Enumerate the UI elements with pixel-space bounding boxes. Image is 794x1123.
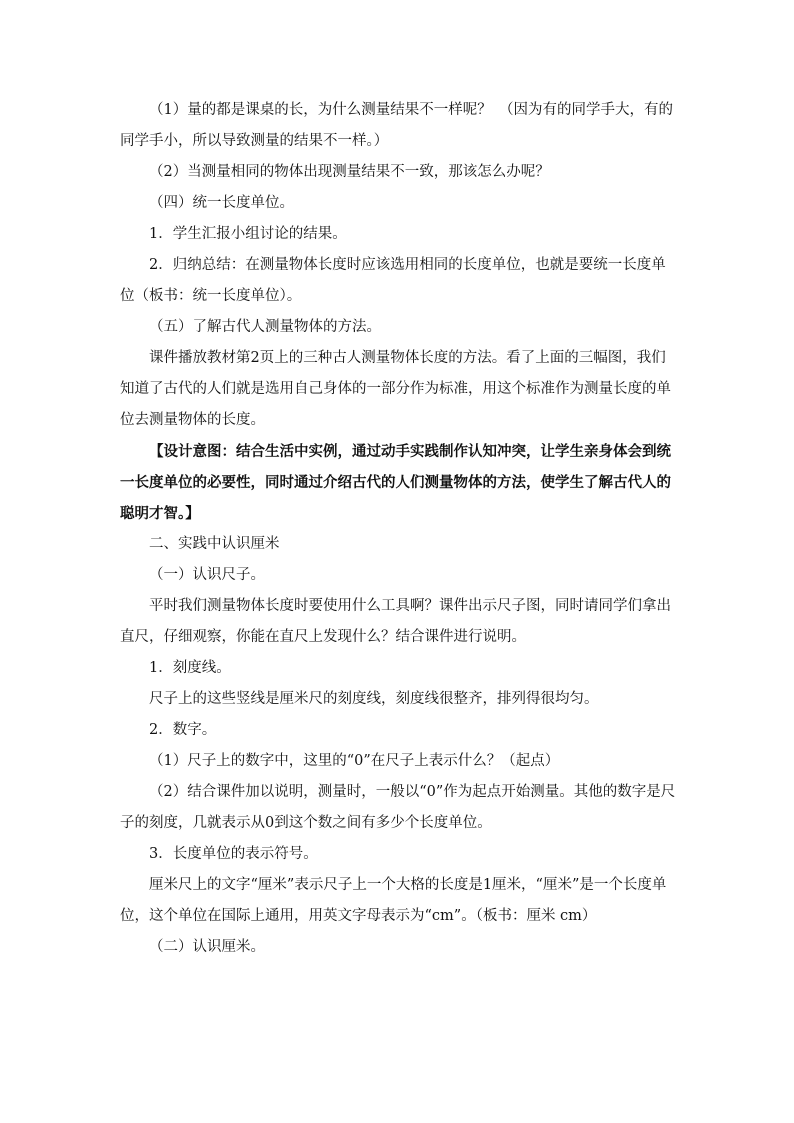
document-body	[120, 95, 676, 963]
paragraph-numbers-title: 2．数字。	[149, 722, 217, 738]
paragraph-numbers-2: （2）结合课件加以说明，测量时，一般以“0”作为起点开始测量。其他的数字是尺子的刻度，几就表示从0到这个数之间有多少个长度单位。	[120, 784, 676, 831]
paragraph-tick-marks: 尺子上的这些竖线是厘米尺的刻度线，刻度线很整齐，排列得很均匀。	[149, 691, 599, 707]
paragraph-ancient-methods: 课件播放教材第2页上的三种古人测量物体长度的方法。看了上面的三幅图，我们知道了古代的人们就是选用自己身体的一部分作为标准，用这个标准作为测量长度的单位去测量物体的长度。	[120, 350, 671, 428]
paragraph-step-1: 1．学生汇报小组讨论的结果。	[149, 226, 347, 242]
paragraph-design-intent: 【设计意图：结合生活中实例，通过动手实践制作认知冲突，让学生亲身体会到统一长度单位的必要性，同时通过介绍古代的人们测量物体的方法，使学生了解古代人的聪明才智。】	[120, 443, 671, 522]
paragraph-ruler-intro: 平时我们测量物体长度时要使用什么工具啊？课件出示尺子图，同时请同学们拿出直尺，仔细观察，你能在直尺上发现什么？结合课件进行说明。	[120, 598, 671, 645]
paragraph-numbers-1: （1）尺子上的数字中，这里的“0”在尺子上表示什么？（起点）	[149, 753, 560, 769]
paragraph-unit-symbol: 厘米尺上的文字“厘米”表示尺子上一个大格的长度是1厘米，“厘米”是一个长度单位，这个单位在国际上通用，用英文字母表示为“cm”。（板书：厘米 cm）	[120, 877, 667, 924]
paragraph-step-2: 2．归纳总结：在测量物体长度时应该选用相同的长度单位，也就是要统一长度单位（板书：统一长度单位）。	[120, 257, 666, 304]
paragraph-question-2: （2）当测量相同的物体出现测量结果不一致，那该怎么办呢？	[149, 164, 550, 180]
subsection-heading-ruler: （一）认识尺子。	[149, 567, 265, 583]
paragraph-question-1: （1）量的都是课桌的长，为什么测量结果不一样呢？ （因为有的同学手大，有的同学手小，所以导致测量的结果不一样。）	[120, 102, 673, 149]
subsection-heading-centimeter: （二）认识厘米。	[149, 939, 265, 955]
paragraph-tick-marks-title: 1．刻度线。	[149, 660, 231, 676]
paragraph-unit-symbol-title: 3．长度单位的表示符号。	[149, 846, 318, 862]
section-heading-5: （五）了解古代人测量物体的方法。	[149, 319, 381, 335]
section-heading-4: （四）统一长度单位。	[149, 195, 294, 211]
section-heading-2: 二、实践中认识厘米	[149, 536, 280, 552]
